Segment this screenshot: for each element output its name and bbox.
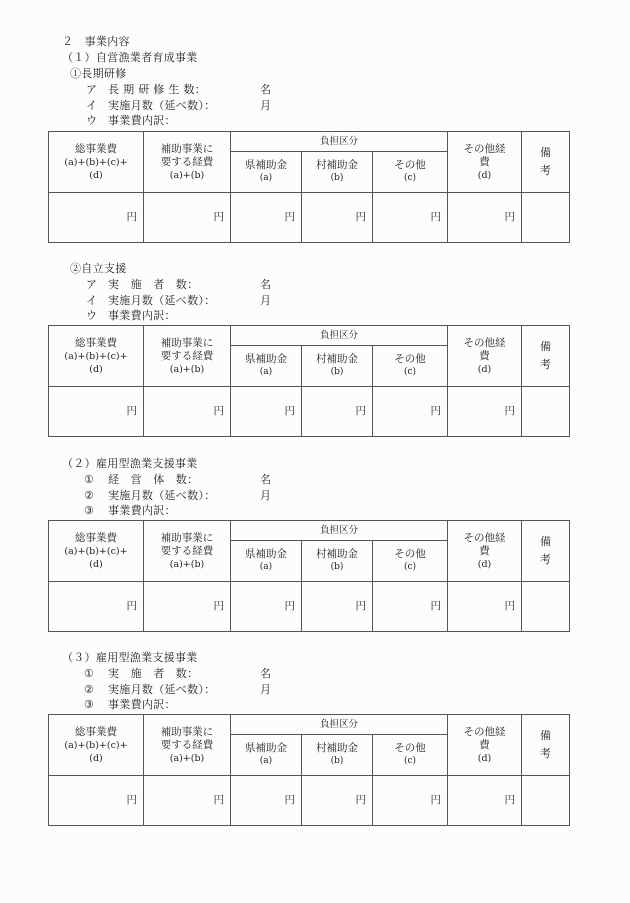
cell-remarks[interactable] — [522, 582, 570, 632]
item-label: 実施月数（延べ数）： — [108, 683, 216, 696]
cell-subsidy-cost[interactable]: 円 — [144, 387, 231, 437]
cell-village-subsidy[interactable]: 円 — [302, 582, 373, 632]
cell-other-expense[interactable]: 円 — [448, 776, 522, 826]
cell-village-subsidy[interactable]: 円 — [302, 193, 373, 243]
header-village-subsidy: 村補助金 (b) — [302, 152, 373, 193]
cell-subsidy-cost[interactable]: 円 — [144, 193, 231, 243]
cell-pref-subsidy[interactable]: 円 — [231, 387, 302, 437]
item-unit: 月 — [260, 489, 271, 502]
cell-total-cost[interactable]: 円 — [49, 582, 144, 632]
header-burden-division: 負担区分 — [231, 715, 448, 735]
section-1-subtitle: ①長期研修 — [70, 67, 127, 80]
item-marker: ア — [86, 83, 98, 96]
section-4-title: （３）雇用型漁業支援事業 — [62, 651, 198, 664]
cell-other-expense[interactable]: 円 — [448, 387, 522, 437]
cell-remarks[interactable] — [522, 193, 570, 243]
header-subsidy-cost: 補助事業に 要する経費 (a)+(b) — [144, 521, 231, 582]
item-label: 長 期 研 修 生 数： — [108, 83, 207, 96]
item-label: 事業費内訳： — [108, 504, 176, 517]
header-other: その他 (c) — [373, 346, 448, 387]
cell-total-cost[interactable]: 円 — [49, 193, 144, 243]
item-label: 実施月数（延べ数）： — [108, 294, 216, 307]
header-total-cost: 総事業費 (a)+(b)+(c)+ (d) — [49, 521, 144, 582]
cell-pref-subsidy[interactable]: 円 — [231, 193, 302, 243]
item-label: 実施月数（延べ数）： — [108, 489, 216, 502]
item-marker: ① — [84, 473, 95, 486]
item-marker: ア — [86, 278, 98, 291]
header-other-expense: その他経 費 (d) — [448, 715, 522, 776]
header-remarks: 備 考 — [522, 132, 570, 193]
cell-total-cost[interactable]: 円 — [49, 387, 144, 437]
item-marker: ③ — [84, 698, 95, 711]
cell-other[interactable]: 円 — [373, 193, 448, 243]
header-total-cost: 総事業費 (a)+(b)+(c)+ (d) — [49, 326, 144, 387]
header-subsidy-cost: 補助事業に 要する経費 (a)+(b) — [144, 326, 231, 387]
cell-remarks[interactable] — [522, 387, 570, 437]
item-label: 事業費内訳： — [108, 114, 176, 127]
item-marker: ① — [84, 667, 95, 680]
header-total-cost: 総事業費 (a)+(b)+(c)+ (d) — [49, 715, 144, 776]
cell-pref-subsidy[interactable]: 円 — [231, 582, 302, 632]
item-label: 実 施 者 数： — [108, 667, 199, 680]
item-unit: 名 — [260, 667, 271, 680]
header-pref-subsidy: 県補助金 (a) — [231, 735, 302, 776]
header-other-expense: その他経 費 (d) — [448, 326, 522, 387]
item-label: 経 営 体 数： — [108, 473, 199, 486]
item-label: 実 施 者 数： — [108, 278, 199, 291]
item-label: 実施月数（延べ数）： — [108, 99, 216, 112]
cell-other[interactable]: 円 — [373, 776, 448, 826]
header-remarks: 備 考 — [522, 521, 570, 582]
header-other: その他 (c) — [373, 735, 448, 776]
header-pref-subsidy: 県補助金 (a) — [231, 541, 302, 582]
header-village-subsidy: 村補助金 (b) — [302, 541, 373, 582]
header-other-expense: その他経 費 (d) — [448, 132, 522, 193]
header-subsidy-cost: 補助事業に 要する経費 (a)+(b) — [144, 132, 231, 193]
header-burden-division: 負担区分 — [231, 326, 448, 346]
header-burden-division: 負担区分 — [231, 132, 448, 152]
cell-village-subsidy[interactable]: 円 — [302, 387, 373, 437]
item-unit: 名 — [260, 473, 271, 486]
item-unit: 名 — [260, 83, 271, 96]
item-label: 事業費内訳： — [108, 698, 176, 711]
item-unit: 月 — [260, 99, 271, 112]
cell-subsidy-cost[interactable]: 円 — [144, 582, 231, 632]
item-marker: ② — [84, 489, 95, 502]
header-remarks: 備 考 — [522, 326, 570, 387]
section-1-title: （１）自営漁業者育成事業 — [62, 51, 198, 64]
cell-other-expense[interactable]: 円 — [448, 582, 522, 632]
item-marker: イ — [86, 99, 98, 112]
cost-breakdown-table-1 — [48, 131, 570, 243]
item-marker: ウ — [86, 114, 98, 127]
cost-breakdown-table-4 — [48, 714, 570, 826]
header-burden-division: 負担区分 — [231, 521, 448, 541]
item-unit: 月 — [260, 294, 271, 307]
cell-subsidy-cost[interactable]: 円 — [144, 776, 231, 826]
header-pref-subsidy: 県補助金 (a) — [231, 152, 302, 193]
cost-breakdown-table-3 — [48, 520, 570, 632]
cell-other[interactable]: 円 — [373, 582, 448, 632]
header-total-cost: 総事業費 (a)+(b)+(c)+ (d) — [49, 132, 144, 193]
cell-village-subsidy[interactable]: 円 — [302, 776, 373, 826]
header-other: その他 (c) — [373, 152, 448, 193]
header-village-subsidy: 村補助金 (b) — [302, 346, 373, 387]
cell-other[interactable]: 円 — [373, 387, 448, 437]
header-subsidy-cost: 補助事業に 要する経費 (a)+(b) — [144, 715, 231, 776]
item-label: 事業費内訳： — [108, 309, 176, 322]
section-3-title: （２）雇用型漁業支援事業 — [62, 457, 198, 470]
item-marker: イ — [86, 294, 98, 307]
header-remarks: 備 考 — [522, 715, 570, 776]
header-other: その他 (c) — [373, 541, 448, 582]
cell-total-cost[interactable]: 円 — [49, 776, 144, 826]
item-marker: ③ — [84, 504, 95, 517]
cell-other-expense[interactable]: 円 — [448, 193, 522, 243]
item-unit: 月 — [260, 683, 271, 696]
cost-breakdown-table-2 — [48, 325, 570, 437]
section-2-subtitle: ②自立支援 — [70, 262, 127, 275]
cell-remarks[interactable] — [522, 776, 570, 826]
cell-pref-subsidy[interactable]: 円 — [231, 776, 302, 826]
header-other-expense: その他経 費 (d) — [448, 521, 522, 582]
section-heading: ２ 事業内容 — [62, 35, 130, 48]
item-marker: ② — [84, 683, 95, 696]
item-marker: ウ — [86, 309, 98, 322]
header-pref-subsidy: 県補助金 (a) — [231, 346, 302, 387]
item-unit: 名 — [260, 278, 271, 291]
header-village-subsidy: 村補助金 (b) — [302, 735, 373, 776]
